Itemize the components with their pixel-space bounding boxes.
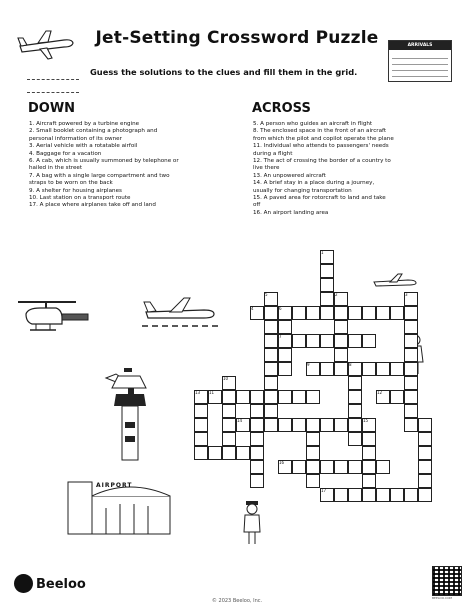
grid-cell[interactable] bbox=[222, 418, 236, 432]
grid-cell[interactable] bbox=[348, 432, 362, 446]
clue: 17. A place where airplanes take off and land bbox=[29, 202, 156, 209]
grid-cell[interactable] bbox=[292, 418, 306, 432]
small-airplane-illustration bbox=[372, 272, 418, 292]
grid-cell[interactable] bbox=[362, 474, 376, 488]
clue: straps to be worn on the back bbox=[29, 180, 113, 187]
clue: 7. A bag with a single large compartment and two bbox=[29, 172, 170, 179]
grid-cell[interactable] bbox=[334, 306, 348, 320]
grid-cell[interactable] bbox=[418, 460, 432, 474]
grid-cell[interactable] bbox=[320, 278, 334, 292]
clue: live there bbox=[253, 165, 280, 172]
grid-cell[interactable] bbox=[348, 488, 362, 502]
clue-number: 15 bbox=[363, 418, 369, 423]
grid-cell[interactable] bbox=[236, 446, 250, 460]
clue-number: 5 bbox=[265, 292, 268, 297]
grid-cell[interactable] bbox=[334, 320, 348, 334]
clue-number: 1 bbox=[321, 250, 324, 255]
grid-cell[interactable] bbox=[390, 306, 404, 320]
clue-number: 2 bbox=[335, 292, 338, 297]
grid-cell[interactable] bbox=[348, 460, 362, 474]
clue-number: 4 bbox=[251, 306, 254, 311]
arrivals-board bbox=[388, 40, 452, 82]
grid-cell[interactable] bbox=[264, 306, 278, 320]
grid-cell[interactable] bbox=[362, 446, 376, 460]
clue: 6. A cab, which is usually summoned by telephone or bbox=[29, 158, 179, 165]
clue-number: 17 bbox=[321, 488, 327, 493]
clue: off bbox=[253, 202, 261, 209]
grid-cell[interactable] bbox=[334, 460, 348, 474]
grid-cell[interactable] bbox=[236, 390, 250, 404]
grid-cell[interactable] bbox=[390, 390, 404, 404]
grid-cell[interactable] bbox=[264, 404, 278, 418]
runway-dashes bbox=[27, 79, 79, 80]
clue: 10. Last station on a transport route bbox=[29, 195, 131, 202]
grid-cell[interactable] bbox=[404, 348, 418, 362]
grid-cell[interactable] bbox=[348, 418, 362, 432]
grid-cell[interactable] bbox=[320, 334, 334, 348]
grid-cell[interactable] bbox=[264, 376, 278, 390]
grid-cell[interactable] bbox=[250, 460, 264, 474]
clue-number: 10 bbox=[223, 376, 229, 381]
qr-caption: BEELOO.COM bbox=[432, 596, 453, 600]
grid-cell[interactable] bbox=[348, 334, 362, 348]
clue: from which the pilot and copilot operate the plane bbox=[253, 135, 394, 142]
grid-cell[interactable] bbox=[320, 292, 334, 306]
clue: during a flight bbox=[253, 150, 293, 157]
grid-cell[interactable] bbox=[390, 362, 404, 376]
grid-cell[interactable] bbox=[278, 362, 292, 376]
airport-sign: AIRPORT bbox=[96, 482, 133, 489]
grid-cell[interactable] bbox=[320, 418, 334, 432]
airport-terminal-illustration bbox=[66, 468, 172, 538]
clue-number: 13 bbox=[195, 390, 201, 395]
grid-cell[interactable] bbox=[222, 390, 236, 404]
grid-cell[interactable] bbox=[362, 362, 376, 376]
clue: 15. A paved area for rotorcraft to land and take bbox=[253, 195, 386, 202]
clue: 16. An airport landing area bbox=[253, 209, 329, 216]
grid-cell[interactable] bbox=[194, 432, 208, 446]
grid-cell[interactable] bbox=[208, 446, 222, 460]
grid-cell[interactable] bbox=[194, 418, 208, 432]
grid-cell[interactable] bbox=[362, 432, 376, 446]
grid-cell[interactable] bbox=[418, 418, 432, 432]
clue: 1. Aircraft powered by a turbine engine bbox=[29, 121, 140, 127]
grid-cell[interactable] bbox=[306, 334, 320, 348]
clue: 9. A shelter for housing airplanes bbox=[29, 187, 122, 194]
runway-dashes bbox=[27, 92, 79, 93]
grid-cell[interactable] bbox=[250, 446, 264, 460]
beeloo-logo-icon bbox=[14, 574, 33, 593]
grid-cell[interactable] bbox=[222, 432, 236, 446]
clue-number: 8 bbox=[349, 362, 352, 367]
grid-cell[interactable] bbox=[320, 460, 334, 474]
arrivals-board-label: ARRIVALS bbox=[389, 41, 451, 50]
grid-cell[interactable] bbox=[404, 390, 418, 404]
clue-number: 3 bbox=[405, 292, 408, 297]
instructions: Guess the solutions to the clues and fill them in the grid. bbox=[90, 67, 358, 77]
control-tower-illustration bbox=[94, 362, 164, 462]
clue: hailed in the street bbox=[29, 165, 83, 172]
grid-cell[interactable] bbox=[320, 306, 334, 320]
clue: 8. The enclosed space in the front of an aircraft bbox=[253, 128, 387, 135]
grid-cell[interactable] bbox=[264, 348, 278, 362]
grid-cell[interactable] bbox=[278, 320, 292, 334]
grid-cell[interactable] bbox=[306, 446, 320, 460]
grid-cell[interactable] bbox=[362, 460, 376, 474]
grid-cell[interactable] bbox=[418, 488, 432, 502]
grid-cell[interactable] bbox=[404, 488, 418, 502]
grid-cell[interactable] bbox=[348, 390, 362, 404]
pilot-illustration bbox=[240, 500, 264, 546]
grid-cell[interactable] bbox=[348, 376, 362, 390]
grid-cell[interactable] bbox=[418, 432, 432, 446]
grid-cell[interactable] bbox=[404, 404, 418, 418]
grid-cell[interactable] bbox=[194, 446, 208, 460]
clue-number: 6 bbox=[279, 306, 282, 311]
helicopter-illustration bbox=[16, 296, 92, 338]
grid-cell[interactable] bbox=[404, 418, 418, 432]
grid-cell[interactable] bbox=[418, 474, 432, 488]
grid-cell[interactable] bbox=[376, 306, 390, 320]
clue: 2. Small booklet containing a photograph and bbox=[29, 128, 158, 135]
brand-name: Beeloo bbox=[36, 577, 86, 592]
copyright: © 2023 Beeloo, Inc. bbox=[211, 598, 263, 604]
grid-cell[interactable] bbox=[334, 348, 348, 362]
clue-number: 16 bbox=[279, 460, 285, 465]
clue-number: 12 bbox=[377, 390, 383, 395]
grid-cell[interactable] bbox=[334, 362, 348, 376]
grid-cell[interactable] bbox=[278, 418, 292, 432]
grid-cell[interactable] bbox=[348, 404, 362, 418]
down-heading: DOWN bbox=[28, 101, 76, 116]
clue: 12. The act of crossing the border of a country to bbox=[253, 158, 391, 165]
grid-cell[interactable] bbox=[264, 320, 278, 334]
grid-cell[interactable] bbox=[348, 306, 362, 320]
clue-number: 9 bbox=[307, 362, 310, 367]
grid-cell[interactable] bbox=[292, 460, 306, 474]
grid-cell[interactable] bbox=[404, 362, 418, 376]
clue: usually for changing transportation bbox=[253, 187, 352, 194]
grid-cell[interactable] bbox=[362, 306, 376, 320]
grid-cell[interactable] bbox=[306, 460, 320, 474]
grid-cell[interactable] bbox=[278, 348, 292, 362]
grid-cell[interactable] bbox=[306, 418, 320, 432]
qr-code-icon bbox=[432, 566, 462, 596]
grid-cell[interactable] bbox=[264, 334, 278, 348]
grid-cell[interactable] bbox=[404, 320, 418, 334]
grid-cell[interactable] bbox=[264, 418, 278, 432]
grid-cell[interactable] bbox=[404, 376, 418, 390]
grid-cell[interactable] bbox=[306, 390, 320, 404]
across-heading: ACROSS bbox=[252, 101, 311, 116]
clue: 3. Aerial vehicle with a rotatable airfoil bbox=[29, 143, 138, 150]
grid-cell[interactable] bbox=[404, 334, 418, 348]
grid-cell[interactable] bbox=[390, 488, 404, 502]
grid-cell[interactable] bbox=[362, 488, 376, 502]
across-clues bbox=[253, 121, 453, 217]
grid-cell[interactable] bbox=[376, 362, 390, 376]
grid-cell[interactable] bbox=[320, 264, 334, 278]
grid-cell[interactable] bbox=[264, 390, 278, 404]
clue: 4. Baggage for a vacation bbox=[29, 150, 102, 157]
grid-cell[interactable] bbox=[292, 390, 306, 404]
grid-cell[interactable] bbox=[250, 418, 264, 432]
grid-cell[interactable] bbox=[264, 362, 278, 376]
grid-cell[interactable] bbox=[404, 306, 418, 320]
grid-cell[interactable] bbox=[306, 432, 320, 446]
clue: 11. Individual who attends to passengers' needs bbox=[253, 143, 389, 150]
grid-cell[interactable] bbox=[250, 390, 264, 404]
grid-cell[interactable] bbox=[292, 306, 306, 320]
grid-cell[interactable] bbox=[222, 446, 236, 460]
grid-cell[interactable] bbox=[334, 334, 348, 348]
clue-number: 7 bbox=[279, 334, 282, 339]
grid-cell[interactable] bbox=[334, 418, 348, 432]
grid-cell[interactable] bbox=[278, 390, 292, 404]
grid-cell[interactable] bbox=[320, 362, 334, 376]
grid-cell[interactable] bbox=[194, 404, 208, 418]
clue: 5. A person who guides an aircraft in flight bbox=[253, 121, 373, 127]
grid-cell[interactable] bbox=[418, 446, 432, 460]
clue: personal information of its owner bbox=[29, 135, 122, 142]
grid-cell[interactable] bbox=[306, 474, 320, 488]
clue: 13. An unpowered aircraft bbox=[253, 172, 326, 179]
grid-cell[interactable] bbox=[292, 334, 306, 348]
down-clues bbox=[29, 121, 229, 210]
grid-cell[interactable] bbox=[250, 404, 264, 418]
grid-cell[interactable] bbox=[376, 460, 390, 474]
grid-cell[interactable] bbox=[334, 488, 348, 502]
board-row bbox=[392, 71, 448, 77]
clue: 14. A brief stay in a place during a journey, bbox=[253, 180, 375, 187]
grid-cell[interactable] bbox=[250, 474, 264, 488]
grid-cell[interactable] bbox=[222, 404, 236, 418]
page-title: Jet-Setting Crossword Puzzle bbox=[95, 28, 379, 48]
grid-cell[interactable] bbox=[306, 306, 320, 320]
grid-cell[interactable] bbox=[362, 334, 376, 348]
airplane-runway-illustration bbox=[140, 292, 220, 332]
clue-number: 11 bbox=[209, 390, 215, 395]
grid-cell[interactable] bbox=[376, 488, 390, 502]
grid-cell[interactable] bbox=[250, 432, 264, 446]
clue-number: 14 bbox=[237, 418, 243, 423]
